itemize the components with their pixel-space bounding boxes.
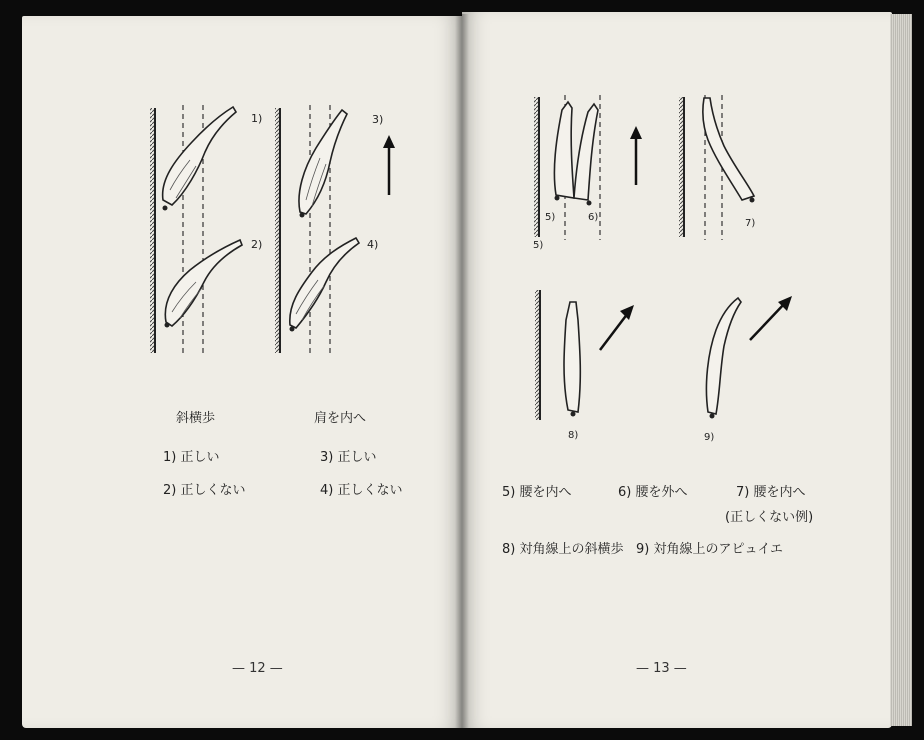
diagram-label: 7) [745, 218, 756, 229]
caption: (正しくない例) [725, 510, 814, 525]
diagram-label: 1) [251, 112, 263, 125]
diagram-label: 8) [568, 430, 579, 441]
caption: 3) 正しい [320, 450, 377, 465]
diagram-label: 5) [545, 212, 556, 223]
caption: 5) 腰を内へ [502, 485, 572, 500]
direction-arrow [383, 135, 395, 195]
caption: 8) 対角線上の斜横歩 [502, 542, 624, 557]
diagram-label: 5) [533, 240, 544, 251]
page-number: — 12 — [232, 661, 283, 676]
figure-heading: 肩を内へ [314, 411, 367, 426]
horse-figure-right [554, 98, 754, 414]
caption: 2) 正しくない [163, 483, 246, 498]
caption: 7) 腰を内へ [736, 485, 806, 500]
horse-tail-right [555, 196, 755, 419]
direction-arrow-right [600, 126, 792, 350]
diagram-label: 9) [704, 432, 715, 443]
page-number: — 13 — [636, 661, 687, 676]
caption: 6) 腰を外へ [618, 485, 688, 500]
caption: 1) 正しい [163, 450, 220, 465]
diagram-label: 4) [367, 238, 379, 251]
diagram-label: 2) [251, 238, 263, 251]
caption: 4) 正しくない [320, 483, 403, 498]
figure-heading: 斜横歩 [176, 411, 216, 426]
diagram-label: 3) [372, 113, 384, 126]
caption: 9) 対角線上のアピュイエ [636, 542, 783, 557]
diagram-label: 6) [588, 212, 599, 223]
